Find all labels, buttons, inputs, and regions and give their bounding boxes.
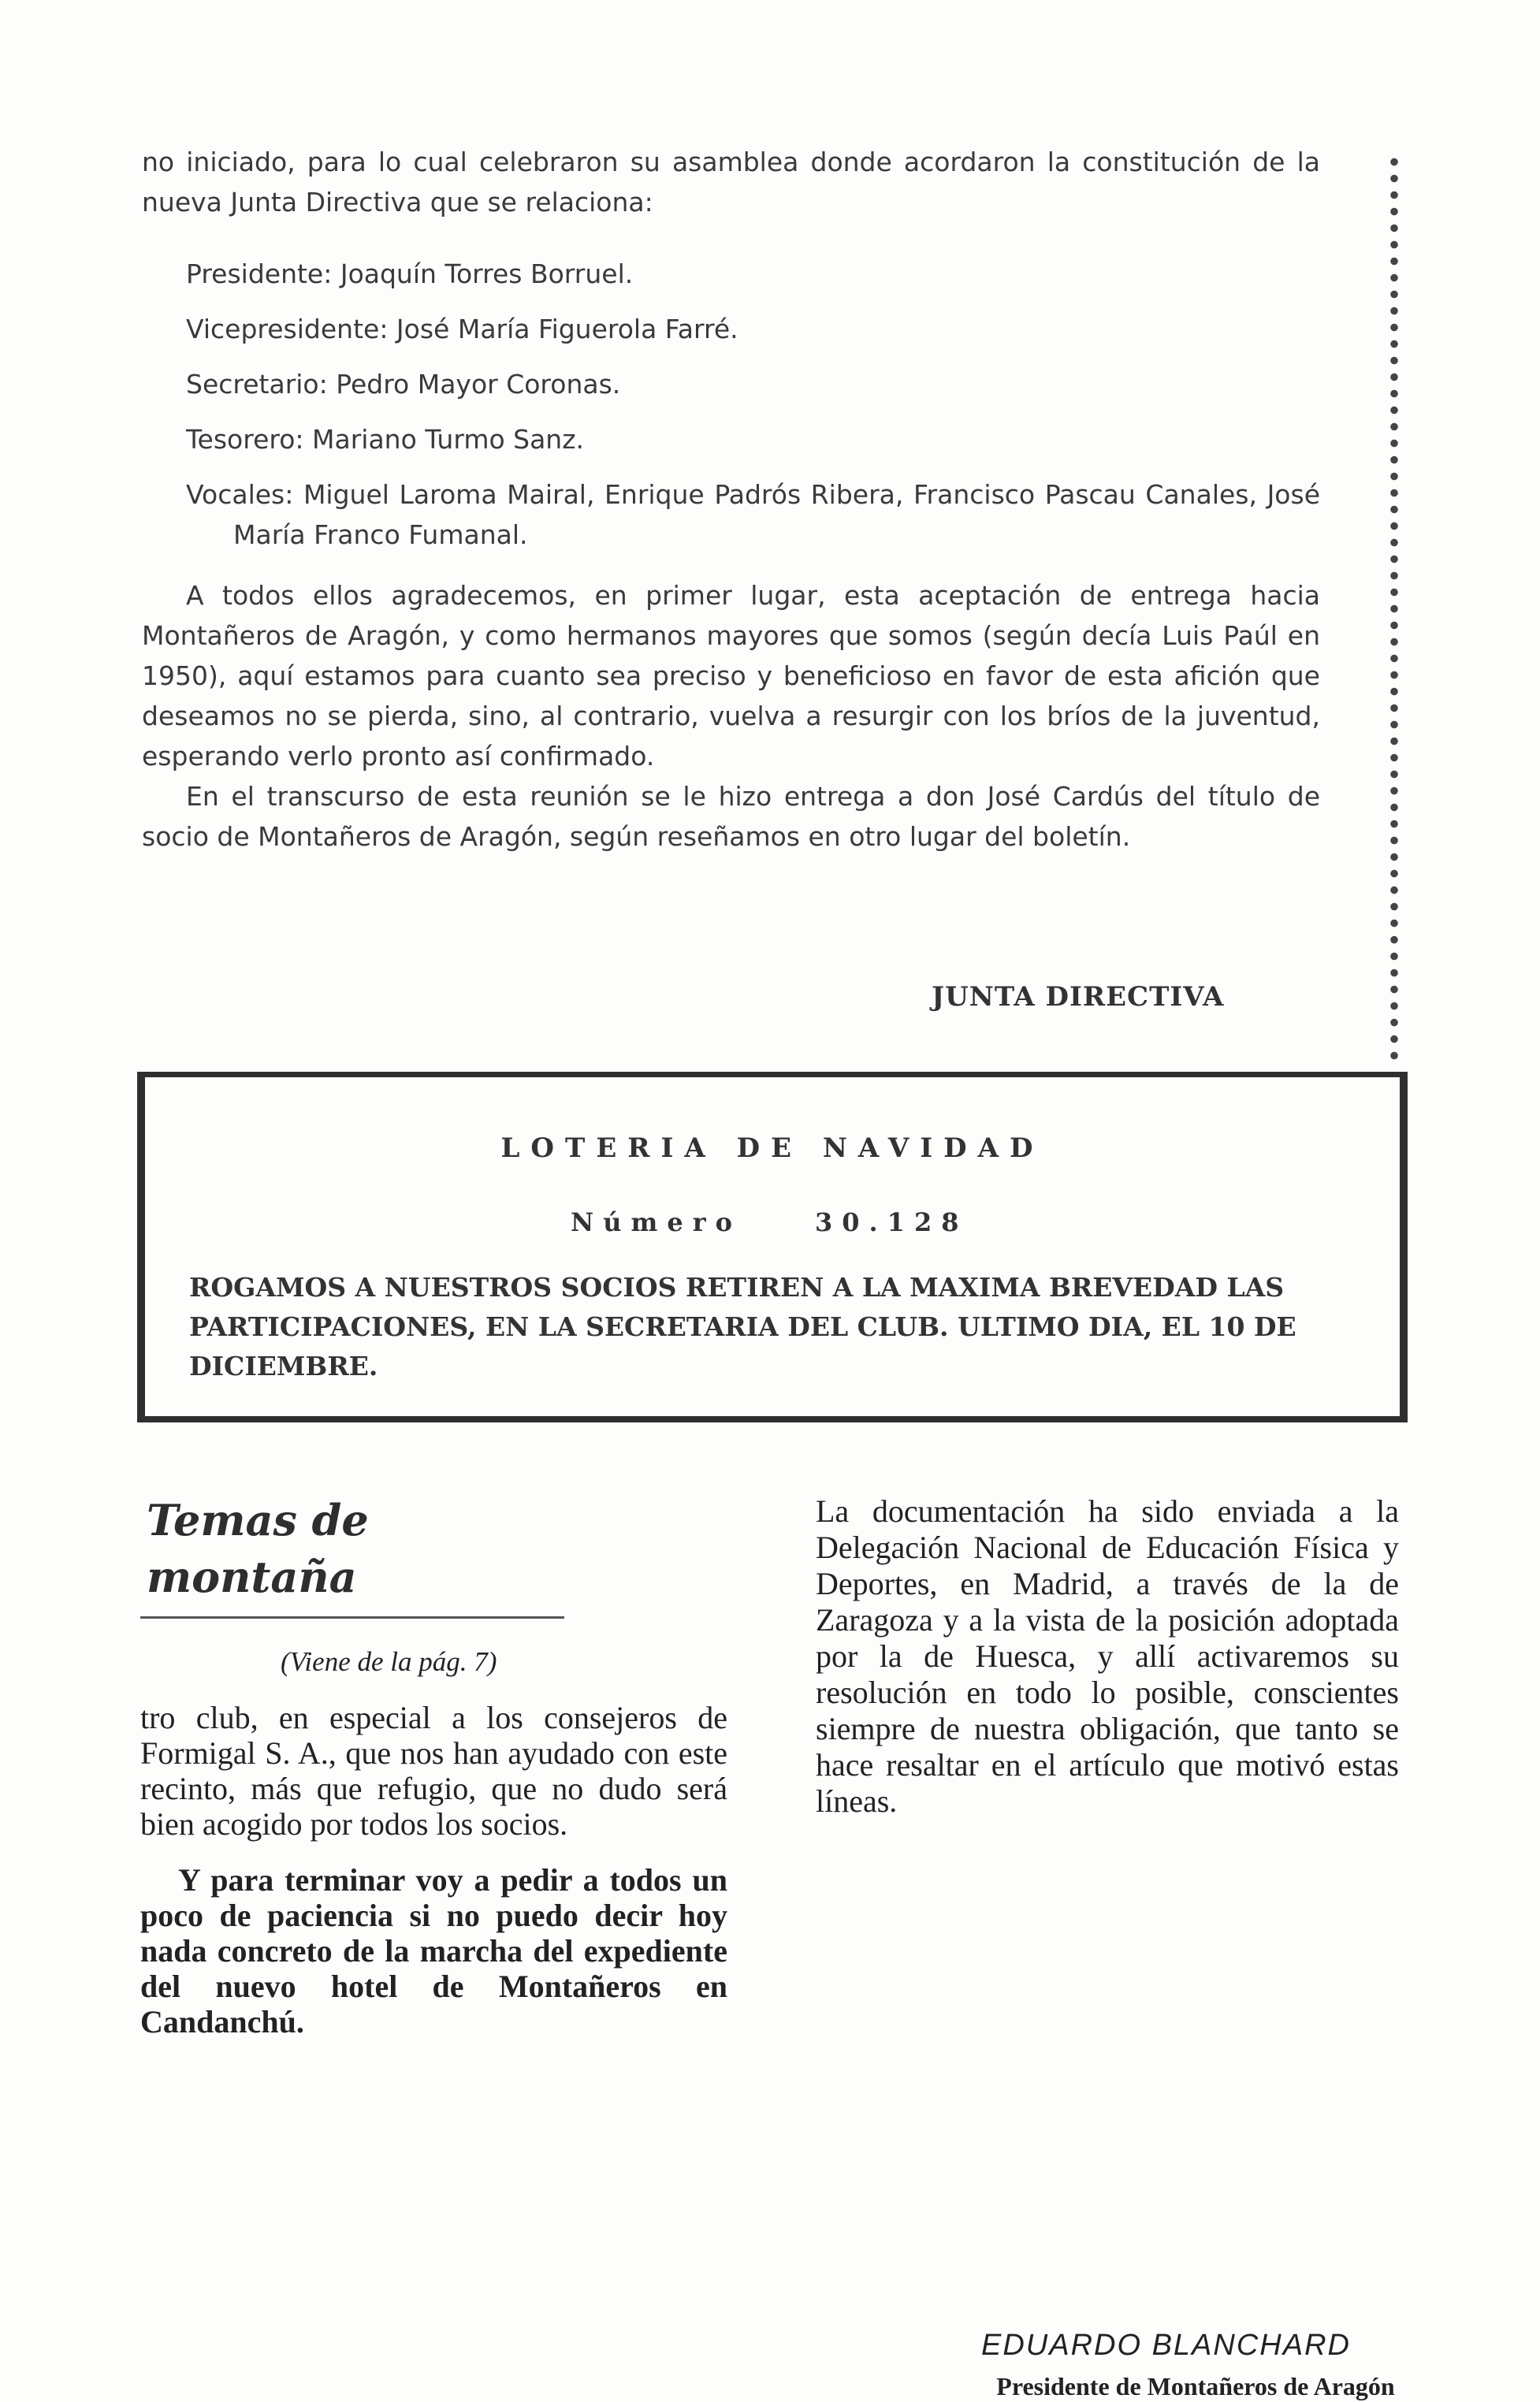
article-right-paragraph: La documentación ha sido enviada a la Delegación Nacional de Educación Física y Deportes, en Madrid, a través de la de Zaragoza y a la vista de la posición adoptada por la de Huesca, y allí activaremos su resolución en todo lo posible, conscientes siempre de nuestra obligación, que tanto se hace resaltar en el artículo que motivó estas líneas. <box>816 1493 1399 1819</box>
intro-paragraph: no iniciado, para lo cual celebraron su asamblea donde acordaron la constitución de la nueva Junta Directiva que se relaciona: <box>142 147 1320 218</box>
lottery-text: ROGAMOS A NUESTROS SOCIOS RETIREN A LA MAXIMA BREVEDAD LAS PARTICIPACIONES, EN LA SECRETARIA DEL CLUB. ULTIMO DIA, EL 10 DE DICIEMBRE. <box>189 1272 1296 1381</box>
article-heading: Temas de montaña <box>140 1492 564 1619</box>
top-section <box>142 142 1320 857</box>
author-name: EDUARDO BLANCHARD <box>981 2329 1351 2362</box>
gratitude-paragraph: A todos ellos agradecemos, en primer lugar, esta aceptación de entrega hacia Montañeros de Aragón, y como hermanos mayores que somos (según decía Luis Paúl en 1950), aquí estamos para cuanto sea preciso y beneficioso en favor de esta afición que deseamos no se pierda, sino, al contrario, vuelva a resurgir con los bríos de la juventud, esperando verlo pronto así confirmado. <box>142 580 1320 772</box>
article-left-column <box>140 1492 727 2039</box>
lottery-title: LOTERIA DE NAVIDAD <box>500 1132 1044 1164</box>
author-title: Presidente de Montañeros de Aragón <box>996 2372 1395 2400</box>
article-right-column <box>816 1493 1399 1820</box>
officer-members: Vocales: Miguel Laroma Mairal, Enrique Padrós Ribera, Francisco Pascau Canales, José María Franco Fumanal. <box>186 479 1320 550</box>
article-left-paragraph-1: tro club, en especial a los consejeros de Formigal S. A., que nos han ayudado con este recinto, más que refugio, que no dudo será bien acogido por todos los socios. <box>140 1700 727 1842</box>
cardus-paragraph: En el transcurso de esta reunión se le hizo entrega a don José Cardús del título de socio de Montañeros de Aragón, según reseñamos en otro lugar del boletín. <box>142 781 1320 852</box>
officer-vicepresident: Vicepresidente: José María Figuerola Farré. <box>186 314 738 344</box>
lottery-notice-box <box>137 1072 1408 1422</box>
officer-secretary: Secretario: Pedro Mayor Coronas. <box>186 369 621 400</box>
lottery-number-value: 30.128 <box>815 1207 969 1237</box>
continued-note: (Viene de la pág. 7) <box>281 1646 497 1677</box>
officers-list <box>186 254 1320 555</box>
officer-president: Presidente: Joaquín Torres Borruel. <box>186 258 634 289</box>
dotted-border <box>1389 154 1400 1060</box>
article-left-paragraph-2: Y para terminar voy a pedir a todos un poco de paciencia si no puedo decir hoy nada concreto de la marcha del expediente del nuevo hotel de Montañeros en Candanchú. <box>140 1862 727 2039</box>
junta-signoff: JUNTA DIRECTIVA <box>932 981 1225 1013</box>
lottery-number-label: Número <box>571 1207 742 1237</box>
officer-treasurer: Tesorero: Mariano Turmo Sanz. <box>186 424 585 455</box>
